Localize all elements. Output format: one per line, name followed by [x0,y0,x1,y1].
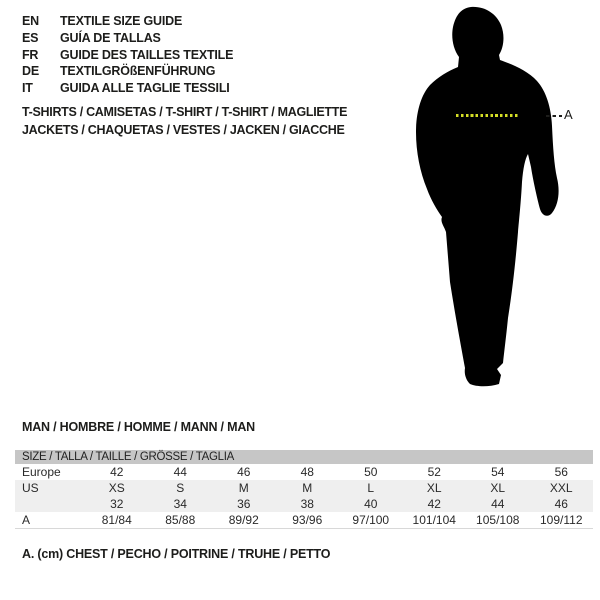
chest-measure-dotted-line [456,114,518,117]
table-cell: 50 [364,465,378,479]
language-row [22,47,233,64]
row-label [15,496,85,512]
measure-callout-dashes [546,115,562,117]
table-cell: 52 [427,465,441,479]
table-cell: 93/96 [292,513,323,527]
table-cell: 42 [403,496,467,512]
table-cell: 56 [554,465,568,479]
language-row [22,13,233,30]
language-title: TEXTILGRÖßENFÜHRUNG [60,64,216,79]
table-cell: 89/92 [228,513,259,527]
measure-label-a: A [564,107,573,122]
language-code: DE [22,64,39,79]
language-row [22,63,233,80]
table-row-europe [15,464,593,480]
table-cell: 46 [237,465,251,479]
size-table [15,450,593,529]
table-cell: XXL [530,480,594,496]
table-cell: 109/112 [540,513,583,527]
category-lines [22,104,347,139]
row-label: A [22,513,31,527]
table-cell: 36 [212,496,276,512]
language-title: TEXTILE SIZE GUIDE [60,14,183,28]
section-title-man: MAN / HOMBRE / HOMME / MANN / MAN [22,420,255,434]
man-silhouette-svg [400,4,572,388]
category-line-jackets: JACKETS / CHAQUETAS / VESTES / JACKEN / GIACCHE [22,122,345,137]
table-cell: 38 [276,496,340,512]
language-title: GUIDA ALLE TAGLIE TESSILI [60,81,230,96]
table-cell: 54 [491,465,505,479]
table-row-numeric [15,496,593,512]
category-line-tshirts: T-SHIRTS / CAMISETAS / T-SHIRT / T-SHIRT / MAGLIETTE [22,105,348,119]
table-cell: XL [403,480,467,496]
table-cell: 34 [149,496,213,512]
language-row [22,80,233,97]
table-cell: 48 [300,465,314,479]
table-cell: M [276,480,340,496]
table-cell: XL [466,480,530,496]
table-cell: 46 [530,496,594,512]
table-cell: S [149,480,213,496]
language-title: GUIDE DES TAILLES TEXTILE [60,47,234,62]
table-cell: 97/100 [352,513,390,527]
row-label: US [15,480,85,496]
table-cell: 40 [339,496,403,512]
table-cell: 101/104 [412,513,456,527]
table-cell: L [339,480,403,496]
man-silhouette-figure [400,4,572,388]
size-table-header: SIZE / TALLA / TAILLE / GRÖSSE / TAGLIA [15,450,593,464]
table-cell: 81/84 [101,513,132,527]
table-cell: 42 [110,465,124,479]
size-table-header-row [15,450,593,464]
table-cell: 32 [85,496,149,512]
language-list [22,13,233,97]
table-cell: 44 [173,465,187,479]
table-cell: 44 [466,496,530,512]
table-cell: 85/88 [165,513,196,527]
table-cell: XS [85,480,149,496]
language-code: EN [22,14,39,28]
language-code: IT [22,81,33,96]
table-row-us [15,480,593,496]
language-code: FR [22,47,39,62]
table-row-a-chest [15,512,593,529]
table-cell: 105/108 [476,513,520,527]
footnote-chest-measure: A. (cm) CHEST / PECHO / POITRINE / TRUHE / PETTO [22,547,331,561]
language-row [22,30,233,47]
row-label: Europe [22,465,61,479]
language-code: ES [22,30,39,45]
table-cell: M [212,480,276,496]
language-title: GUÍA DE TALLAS [60,30,161,45]
